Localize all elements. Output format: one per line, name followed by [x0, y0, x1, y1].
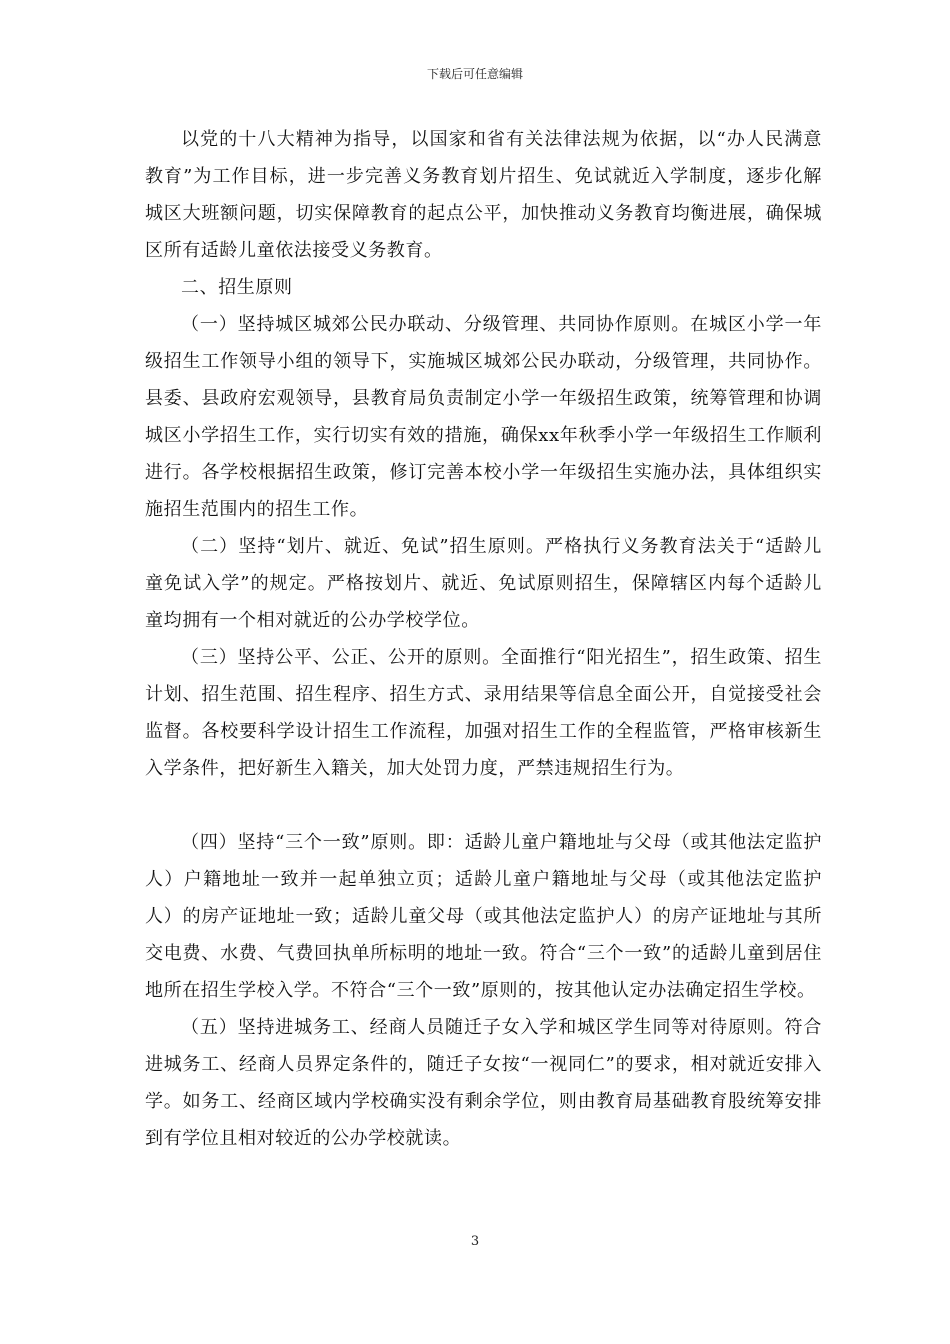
paragraph-principle-1: （一）坚持城区城郊公民办联动、分级管理、共同协作原则。在城区小学一年级招生工作领导小组的领导下，实施城区城郊公民办联动，分级管理，共同协作。县委、县政府宏观领导，县教育局负责制定小学一年级招生政策，统筹管理和协调城区小学招生工作，实行切实有效的措施，确保xx年秋季小学一年级招生工作顺利进行。各学校根据招生政策，修订完善本校小学一年级招生实施办法，具体组织实施招生范围内的招生工作。: [145, 314, 822, 520]
section-heading-enrollment-principles: 二、招生原则: [181, 277, 293, 298]
page-number: 3: [470, 1234, 480, 1249]
paragraph-principle-3: （三）坚持公平、公正、公开的原则。全面推行“阳光招生”，招生政策、招生计划、招生范围、招生程序、招生方式、录用结果等信息全面公开，自觉接受社会监督。各校要科学设计招生工作流程，加强对招生工作的全程监管，严格审核新生入学条件，把好新生入籍关，加大处罚力度，严禁违规招生行为。: [145, 647, 822, 779]
paragraph-guiding-principle: 以党的十八大精神为指导，以国家和省有关法律法规为依据，以“办人民满意教育”为工作目标，进一步完善义务教育划片招生、免试就近入学制度，逐步化解城区大班额问题，切实保障教育的起点公平，加快推动义务教育均衡进展，确保城区所有适龄儿童依法接受义务教育。: [145, 129, 822, 261]
page-header: 下载后可任意编辑: [426, 67, 523, 81]
paragraph-principle-5: （五）坚持进城务工、经商人员随迁子女入学和城区学生同等对待原则。符合进城务工、经商人员界定条件的，随迁子女按“一视同仁”的要求，相对就近安排入学。如务工、经商区域内学校确实没有剩余学位，则由教育局基础教育股统筹安排到有学位且相对较近的公办学校就读。: [145, 1017, 822, 1149]
paragraph-spacer: [145, 787, 822, 824]
paragraph-principle-2: （二）坚持“划片、就近、免试”招生原则。严格执行义务教育法关于“适龄儿童免试入学”的规定。严格按划片、就近、免试原则招生，保障辖区内每个适龄儿童均拥有一个相对就近的公办学校学位。: [145, 536, 822, 631]
document-body: [145, 121, 822, 1157]
paragraph-principle-4: （四）坚持“三个一致”原则。即：适龄儿童户籍地址与父母（或其他法定监护人）户籍地址一致并一起单独立页；适龄儿童户籍地址与父母（或其他法定监护人）的房产证地址一致；适龄儿童父母（或其他法定监护人）的房产证地址与其所交电费、水费、气费回执单所标明的地址一致。符合“三个一致”的适龄儿童到居住地所在招生学校入学。不符合“三个一致”原则的，按其他认定办法确定招生学校。: [145, 832, 822, 1001]
